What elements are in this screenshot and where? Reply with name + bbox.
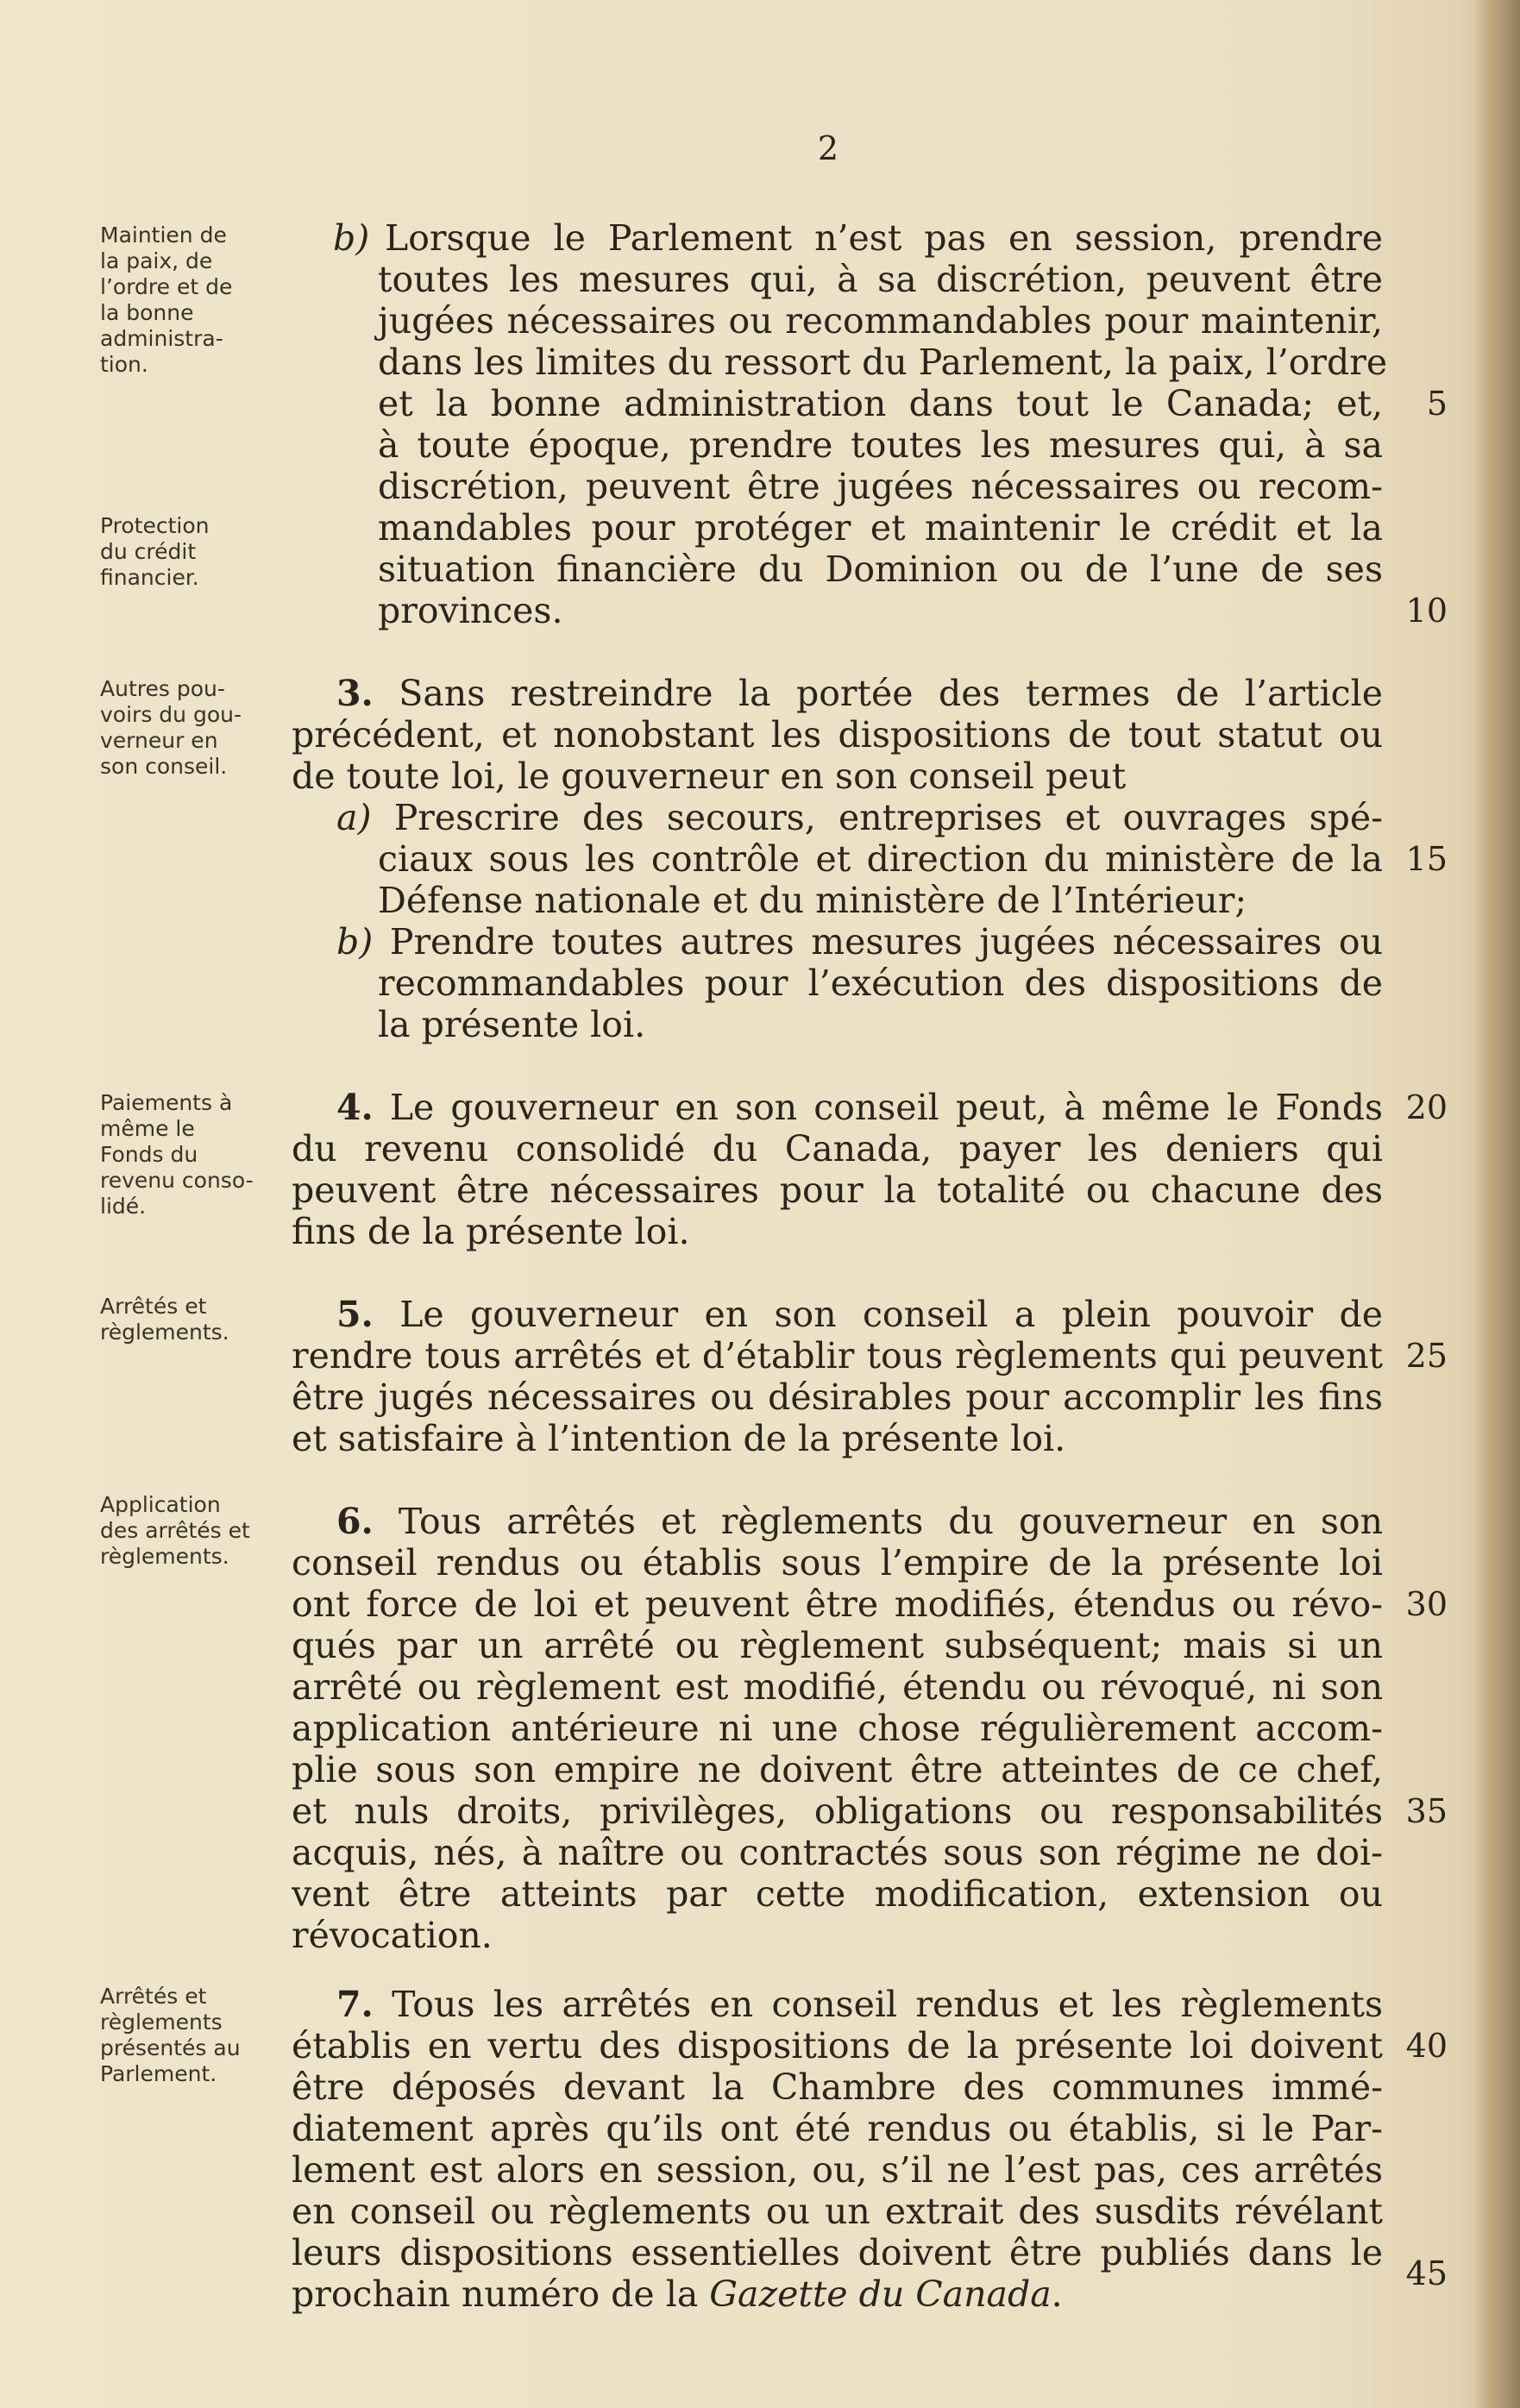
note-line: règlements. (100, 1544, 229, 1569)
section-number: 6. (336, 1501, 374, 1542)
text-line: être jugés nécessaires ou désirables pour accomplir les fins (292, 1376, 1383, 1418)
note-line: la bonne (100, 300, 194, 325)
section-4 (292, 1087, 1383, 1252)
text-line: situation financière du Dominion ou de l’une de ses (378, 549, 1383, 590)
text-line: prochain numéro de la (292, 2273, 710, 2315)
margin-note-autres-pouvoirs (100, 676, 298, 780)
line-number: 10 (1405, 592, 1448, 630)
text-line: et nuls droits, privilèges, obligations ou responsabilités (292, 1790, 1383, 1832)
note-line: Application (100, 1492, 221, 1517)
text-line: peuvent être nécessaires pour la totalité ou chacune des (292, 1170, 1383, 1211)
note-line: voirs du gou- (100, 702, 242, 727)
text-line: Défense nationale et du ministère de l’Intérieur; (378, 880, 1247, 921)
text-line: leurs dispositions essentielles doivent être publiés dans le (292, 2232, 1383, 2273)
note-line: verneur en (100, 728, 218, 753)
text-line: mandables pour protéger et maintenir le crédit et la (378, 507, 1383, 549)
text-line: toutes les mesures qui, à sa discrétion, peuvent être (378, 259, 1383, 300)
margin-note-protection (100, 513, 298, 591)
text-line: vent être atteints par cette modification, extension ou (292, 1873, 1383, 1915)
text-line: rendre tous arrêtés et d’établir tous règlements qui peuvent (292, 1335, 1383, 1376)
text-line: discrétion, peuvent être jugées nécessaires ou recom- (378, 466, 1383, 507)
text-line: révocation. (292, 1915, 493, 1956)
text-line: du revenu consolidé du Canada, payer les deniers qui (292, 1128, 1383, 1170)
line-number: 20 (1405, 1088, 1448, 1126)
section-5 (292, 1294, 1383, 1459)
page-number: 2 (817, 129, 839, 167)
margin-note-application (100, 1492, 298, 1570)
margin-note-maintien (100, 223, 298, 378)
text-line: de toute loi, le gouverneur en son conseil peut (292, 756, 1127, 797)
text-line: établis en vertu des dispositions de la présente loi doivent (292, 2025, 1383, 2066)
note-line: Maintien de (100, 223, 227, 248)
line-number: 40 (1405, 2027, 1448, 2065)
note-line: lidé. (100, 1194, 147, 1219)
note-line: Arrêtés et (100, 1294, 207, 1319)
text-line: conseil rendus ou établis sous l’empire de la présente loi (292, 1542, 1383, 1583)
line-number: 35 (1405, 1792, 1448, 1830)
line-number: 25 (1405, 1337, 1448, 1375)
text-line: précédent, et nonobstant les dispositions de tout statut ou (292, 714, 1383, 756)
section-number: 5. (336, 1294, 374, 1335)
note-line: Protection (100, 513, 210, 538)
text-line: et la bonne administration dans tout le Canada; et, (378, 383, 1383, 424)
text-line: Prendre toutes autres mesures jugées nécessaires ou (389, 921, 1383, 963)
gazette-title: Gazette du Canada (709, 2273, 1052, 2315)
text-line: Lorsque le Parlement n’est pas en session, prendre (385, 217, 1383, 259)
text-line: arrêté ou règlement est modifié, étendu ou révoqué, ni son (292, 1666, 1383, 1708)
page-edge (1475, 0, 1520, 2408)
text-line: ciaux sous les contrôle et direction du ministère de la (378, 838, 1383, 880)
text-line: diatement après qu’ils ont été rendus ou établis, si le Par- (292, 2108, 1383, 2149)
text-line: la présente loi. (378, 1004, 646, 1045)
note-line: règlements. (100, 1320, 229, 1345)
note-line: son conseil. (100, 754, 228, 779)
line-number: 5 (1426, 385, 1448, 423)
note-line: administra- (100, 326, 223, 351)
item-label: b) (336, 921, 374, 963)
note-line: des arrêtés et (100, 1518, 250, 1543)
text-line: et satisfaire à l’intention de la présente loi. (292, 1418, 1066, 1459)
line-number: 45 (1405, 2254, 1448, 2292)
text-line: Le gouverneur en son conseil peut, à même le Fonds (389, 1087, 1383, 1128)
text-line: qués par un arrêté ou règlement subséquent; mais si un (292, 1625, 1383, 1666)
margin-note-arretes (100, 1294, 298, 1345)
note-line: Autres pou- (100, 676, 225, 701)
section-7 (292, 1984, 1383, 2315)
text-line: être déposés devant la Chambre des communes immé- (292, 2066, 1383, 2108)
note-line: revenu conso- (100, 1168, 254, 1193)
text-line: acquis, nés, à naître ou contractés sous son régime ne doi- (292, 1832, 1383, 1873)
text-line: application antérieure ni une chose régulièrement accom- (292, 1708, 1383, 1749)
text-line: Le gouverneur en son conseil a plein pouvoir de (399, 1294, 1383, 1335)
note-line: Arrêtés et (100, 1984, 207, 2009)
note-line: même le (100, 1116, 195, 1141)
text-line: dans les limites du ressort du Parlement, la paix, l’ordre (378, 342, 1388, 383)
text-line: . (1051, 2273, 1063, 2315)
note-line: l’ordre et de (100, 274, 233, 299)
section-number: 3. (336, 673, 374, 714)
note-line: tion. (100, 352, 148, 377)
line-number: 15 (1405, 840, 1448, 878)
paragraph-b-maintien (292, 217, 1388, 631)
text-line: en conseil ou règlements ou un extrait des susdits révélant (292, 2191, 1383, 2232)
text-line: jugées nécessaires ou recommandables pour maintenir, (378, 300, 1383, 342)
margin-note-paiements (100, 1090, 298, 1220)
section-6 (292, 1501, 1383, 1956)
text-line: Prescrire des secours, entreprises et ouvrages spé- (393, 797, 1383, 838)
note-line: Paiements à (100, 1090, 233, 1115)
section-3 (292, 673, 1383, 1045)
note-line: Parlement. (100, 2061, 217, 2086)
text-line: lement est alors en session, ou, s’il ne l’est pas, ces arrêtés (292, 2149, 1383, 2191)
text-line: à toute époque, prendre toutes les mesures qui, à sa (378, 424, 1383, 466)
text-line: Tous arrêtés et règlements du gouverneur en son (398, 1501, 1383, 1542)
note-line: du crédit (100, 539, 197, 564)
item-label: a) (336, 797, 372, 838)
note-line: la paix, de (100, 248, 213, 273)
text-line: provinces. (378, 590, 563, 631)
note-line: Fonds du (100, 1142, 198, 1167)
text-line: Tous les arrêtés en conseil rendus et les règlements (392, 1984, 1383, 2025)
text-line: plie sous son empire ne doivent être atteintes de ce chef, (292, 1749, 1383, 1790)
margin-note-presentes (100, 1984, 298, 2087)
section-number: 4. (336, 1087, 374, 1128)
note-line: présentés au (100, 2035, 241, 2060)
text-line: ont force de loi et peuvent être modifiés, étendus ou révo- (292, 1583, 1383, 1625)
item-label: b) (333, 217, 370, 259)
text-line: recommandables pour l’exécution des dispositions de (378, 963, 1383, 1004)
line-number: 30 (1405, 1585, 1448, 1623)
note-line: financier. (100, 565, 199, 590)
text-line: fins de la présente loi. (292, 1211, 690, 1252)
note-line: règlements (100, 2010, 223, 2035)
text-line: Sans restreindre la portée des termes de l’article (399, 673, 1383, 714)
section-number: 7. (336, 1984, 374, 2025)
